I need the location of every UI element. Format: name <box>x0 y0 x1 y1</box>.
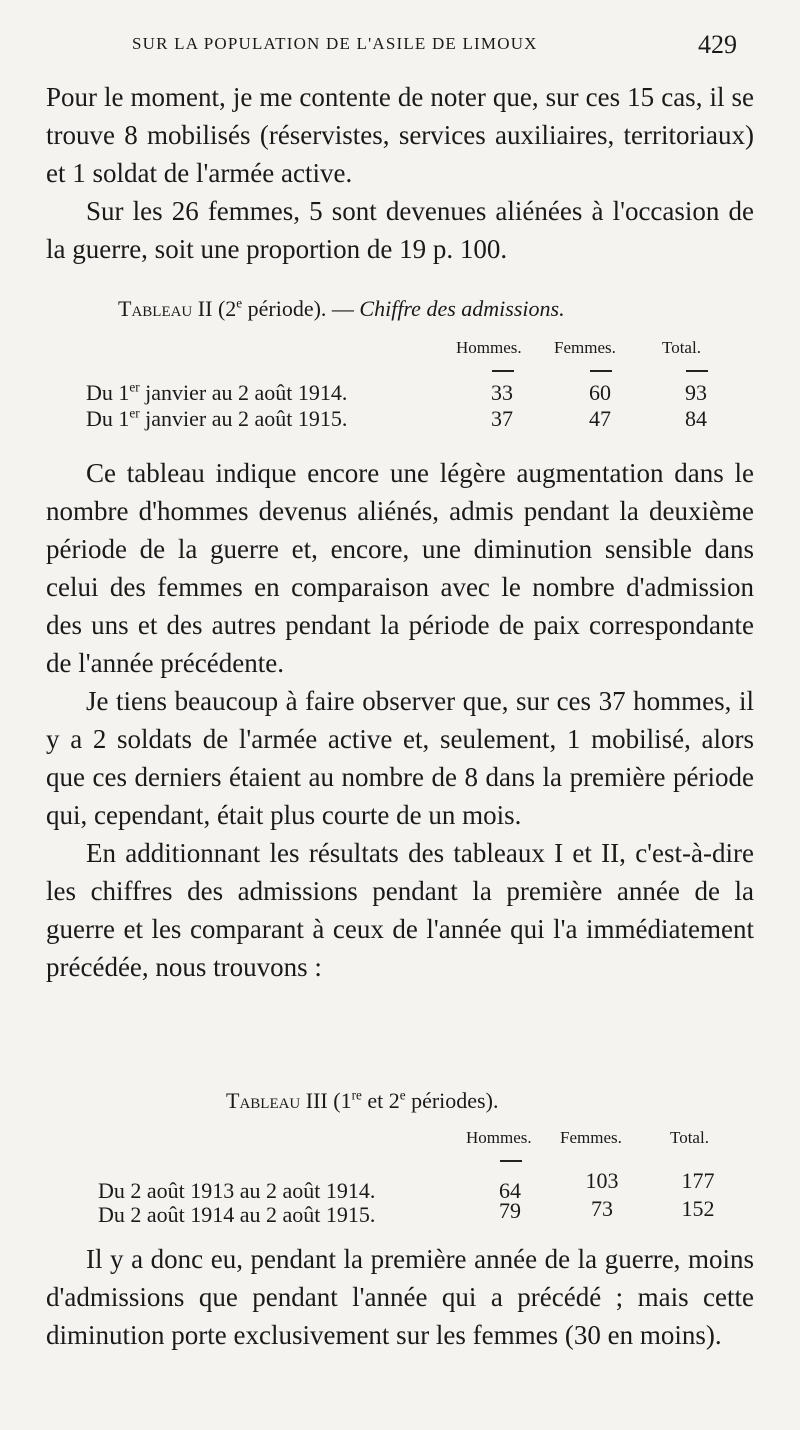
table-3-row-1-total: 177 <box>681 1168 715 1193</box>
table-2-row-1-pre: Du 1 <box>86 380 130 405</box>
table-2-row-1-sup: er <box>129 379 140 395</box>
table-3-mid: et 2 <box>361 1088 400 1113</box>
table-2-row-1-total: 93 <box>685 380 707 405</box>
table-3-open: (1 <box>327 1088 352 1113</box>
table-3-row-2-men: 79 <box>499 1198 521 1223</box>
paragraph-5: En additionnant les résultats des tableaux I et II, c'est-à-dire les chiffres des admissions pendant la première année de la guerre et les comparant à ceux de l'année qui l'a immédiatement précédée, nous trouvons : <box>46 838 754 982</box>
table-3-row-2-label: Du 2 août 1914 au 2 août 1915. <box>98 1202 376 1227</box>
table-2-rule-men <box>492 370 514 372</box>
table-2-col-women: Femmes. <box>554 338 616 357</box>
table-3-number: III <box>305 1088 328 1113</box>
table-2-row-2-men: 37 <box>491 406 513 431</box>
table-2-row-2-sup: er <box>129 405 140 421</box>
table-2-period-sup: e <box>236 295 243 311</box>
table-2-row-2-label <box>86 406 347 432</box>
table-2-period-close: période). <box>242 296 327 321</box>
text-block-middle <box>46 454 754 986</box>
table-2-title <box>118 296 565 322</box>
table-2-dash: — <box>331 296 354 321</box>
paragraph-3: Ce tableau indique encore une légère augmentation dans le nombre d'hommes devenus aliénés, admis pendant la deuxième période de la guerre et, encore, une diminution sensible dans celui des femmes en comparaison avec le nombre d'admission des uns et des autres pendant la période de paix correspondante de l'année précédente. <box>46 458 754 678</box>
table-3-sup-1: re <box>351 1087 362 1103</box>
table-2-caption: Chiffre des admissions. <box>359 296 565 321</box>
table-2-rule-total <box>686 370 708 372</box>
table-3-sup-2: e <box>399 1087 406 1103</box>
table-3-rule-men <box>500 1160 522 1162</box>
table-2-col-men: Hommes. <box>456 338 522 357</box>
table-2-period-open: (2 <box>217 296 237 321</box>
table-3-col-men: Hommes. <box>466 1128 532 1147</box>
table-2-number: II <box>197 296 213 321</box>
table-2-row-2-pre: Du 1 <box>86 406 130 431</box>
page-number: 429 <box>698 30 737 59</box>
table-2-row-1-post: janvier au 2 août 1914. <box>139 380 348 405</box>
paragraph-4: Je tiens beaucoup à faire observer que, sur ces 37 hommes, il y a 2 soldats de l'armée active et, seulement, 1 mobilisé, alors que ces derniers étaient au nombre de 8 dans la première période qui, cependant, était plus courte de un mois. <box>46 686 754 830</box>
table-2-row-2-total: 84 <box>685 406 707 431</box>
table-3-title <box>226 1088 498 1114</box>
paragraph-6: Il y a donc eu, pendant la première année de la guerre, moins d'admissions que pendant l'année qui a précédé ; mais cette diminution porte exclusivement sur les femmes (30 en moins). <box>46 1244 754 1350</box>
table-2-row-2-women: 47 <box>589 406 611 431</box>
table-2-row-1-women: 60 <box>589 380 611 405</box>
text-block-top <box>46 78 754 268</box>
text-block-bottom <box>46 1240 754 1354</box>
table-3-row-1-label: Du 2 août 1913 au 2 août 1914. <box>98 1178 376 1203</box>
running-head: SUR LA POPULATION DE L'ASILE DE LIMOUX <box>132 34 538 53</box>
table-2-row-1-men: 33 <box>491 380 513 405</box>
table-3-row-1-men: 64 <box>499 1178 521 1203</box>
table-3-col-women: Femmes. <box>560 1128 622 1147</box>
table-2-col-total: Total. <box>662 338 701 357</box>
paragraph-1: Pour le moment, je me contente de noter que, sur ces 15 cas, il se trouve 8 mobilisés (réservistes, services auxiliaires, territoriaux) et 1 soldat de l'armée active. <box>46 82 754 188</box>
table-2-label: Tableau <box>118 296 193 321</box>
table-3-row-1-women: 103 <box>585 1168 619 1193</box>
table-3-row-2-total: 152 <box>681 1196 715 1221</box>
table-3-row-2-women: 73 <box>591 1196 613 1221</box>
table-3-close: périodes). <box>405 1088 499 1113</box>
paragraph-2: Sur les 26 femmes, 5 sont devenues aliénées à l'occasion de la guerre, soit une proportion de 19 p. 100. <box>46 196 754 264</box>
table-2-row-2-post: janvier au 2 août 1915. <box>139 406 348 431</box>
table-2-rule-women <box>590 370 612 372</box>
table-2-row-1-label <box>86 380 347 406</box>
table-3-col-total: Total. <box>670 1128 709 1147</box>
table-3-label: Tableau <box>226 1088 301 1113</box>
